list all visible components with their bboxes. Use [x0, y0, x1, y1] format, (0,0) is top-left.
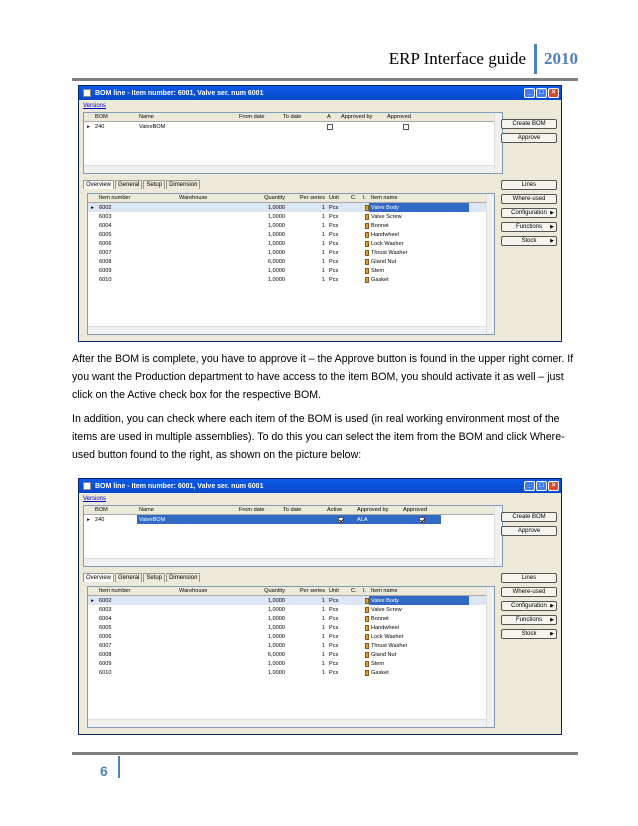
- unit-cell: Pcs: [329, 258, 339, 265]
- horizontal-scrollbar[interactable]: [88, 326, 486, 334]
- row-indicator: [88, 230, 97, 239]
- i-cell: [361, 212, 369, 221]
- versions-link[interactable]: Versions: [83, 103, 107, 109]
- i-cell: [361, 614, 369, 623]
- col-active: A: [327, 114, 331, 120]
- paragraph-where-used: In addition, you can check where each item of the BOM is used (in real working environment most of the items are used in multiple assemblies). To do this you can select the item from the BOM and click Where-used button found to the right, as shown on the picture below:: [72, 413, 565, 461]
- item-name-cell: Lock Washer: [371, 633, 404, 640]
- row-indicator: [88, 659, 97, 668]
- per-series-cell: 1: [321, 240, 325, 247]
- unit-cell: Pcs: [329, 615, 339, 622]
- per-series-cell: 1: [321, 597, 325, 604]
- unit-cell: Pcs: [329, 669, 339, 676]
- item-number-cell: 6008: [99, 651, 112, 658]
- i-cell: [361, 239, 369, 248]
- tab-setup[interactable]: Setup: [143, 573, 165, 582]
- unit-cell: Pcs: [329, 213, 339, 220]
- warehouse-cell: [177, 203, 237, 212]
- col-approved-by: Approved by: [357, 507, 389, 513]
- tab-setup[interactable]: Setup: [143, 180, 165, 189]
- warehouse-cell: [177, 623, 237, 632]
- warehouse-cell: [177, 650, 237, 659]
- item-name-cell: Handwheel: [371, 231, 399, 238]
- horizontal-scrollbar[interactable]: [84, 165, 494, 173]
- per-series-cell: 1: [321, 642, 325, 649]
- c-cell: [349, 239, 361, 248]
- top-action-buttons: [501, 512, 557, 540]
- quantity-cell: 1,0000: [267, 213, 285, 220]
- lines-col-header: Per series: [299, 195, 325, 201]
- i-cell: [361, 230, 369, 239]
- col-bom: BOM: [95, 114, 108, 120]
- item-number-cell: 6003: [99, 213, 112, 220]
- unit-cell: Pcs: [329, 276, 339, 283]
- per-series-cell: 1: [321, 213, 325, 220]
- warehouse-cell: [177, 239, 237, 248]
- warehouse-cell: [177, 212, 237, 221]
- arrow-right-icon: ▶: [550, 603, 554, 609]
- i-cell: [361, 641, 369, 650]
- quantity-cell: 1,0000: [267, 204, 285, 211]
- per-series-cell: 1: [321, 669, 325, 676]
- item-number-cell: 6010: [99, 276, 112, 283]
- approved-checkbox[interactable]: [419, 517, 425, 523]
- footer-rule: [72, 752, 578, 755]
- per-series-cell: 1: [321, 249, 325, 256]
- i-cell: [361, 632, 369, 641]
- line-action-buttons: [501, 573, 557, 643]
- col-from-date: From date: [239, 507, 265, 513]
- tab-overview[interactable]: Overview: [83, 180, 114, 189]
- warehouse-cell: [177, 659, 237, 668]
- item-number-cell: 6006: [99, 240, 112, 247]
- lines-grid-header: [88, 194, 494, 203]
- tab-general[interactable]: General: [115, 573, 142, 582]
- row-indicator: [88, 257, 97, 266]
- unit-cell: Pcs: [329, 624, 339, 631]
- bom-line-row[interactable]: [88, 614, 494, 623]
- warehouse-cell: [177, 275, 237, 284]
- lines-col-header: Item name: [371, 588, 398, 594]
- row-indicator: ▸: [87, 516, 90, 523]
- bom-line-row[interactable]: [88, 257, 494, 266]
- i-cell: [361, 248, 369, 257]
- row-indicator: ▸: [91, 597, 94, 604]
- tab-general[interactable]: General: [115, 180, 142, 189]
- line-action-buttons: [501, 180, 557, 250]
- item-name-cell: Valve Screw: [371, 213, 402, 220]
- horizontal-scrollbar[interactable]: [88, 719, 486, 727]
- create-bom-button[interactable]: Create BOM: [501, 512, 557, 522]
- create-bom-button[interactable]: Create BOM: [501, 119, 557, 129]
- horizontal-scrollbar[interactable]: [84, 558, 494, 566]
- col-to-date: To date: [283, 114, 302, 120]
- item-name-cell: Stem: [371, 267, 385, 274]
- quantity-cell: 1,0000: [267, 222, 285, 229]
- i-cell: [361, 221, 369, 230]
- per-series-cell: 1: [321, 222, 325, 229]
- row-indicator: [88, 266, 97, 275]
- bom-versions-grid: [83, 505, 503, 567]
- item-number-cell: 6005: [99, 231, 112, 238]
- c-cell: [349, 221, 361, 230]
- row-indicator: [88, 623, 97, 632]
- document-header: [389, 42, 578, 76]
- tab-dimension[interactable]: Dimension: [166, 573, 200, 582]
- unit-cell: Pcs: [329, 267, 339, 274]
- quantity-cell: 1,0000: [267, 660, 285, 667]
- c-cell: [349, 257, 361, 266]
- versions-link[interactable]: Versions: [83, 496, 107, 502]
- item-name-cell: Gasket: [371, 669, 389, 676]
- bom-line-row[interactable]: [88, 203, 494, 212]
- close-icon[interactable]: ×: [548, 481, 559, 491]
- i-cell: [361, 605, 369, 614]
- item-name-cell: Valve Body: [369, 596, 469, 605]
- quantity-cell: 1,0000: [267, 276, 285, 283]
- item-name-cell: Bonnet: [371, 222, 389, 229]
- item-number-cell: 6009: [99, 267, 112, 274]
- item-number-cell: 6007: [99, 249, 112, 256]
- unit-cell: Pcs: [329, 633, 339, 640]
- bom-line-row[interactable]: [88, 596, 494, 605]
- bom-line-row[interactable]: [88, 641, 494, 650]
- vertical-scrollbar[interactable]: [486, 587, 494, 727]
- row-indicator: [88, 641, 97, 650]
- item-number-cell: 6002: [99, 204, 112, 211]
- lines-button[interactable]: Lines: [501, 573, 557, 583]
- bom-line-row[interactable]: [88, 212, 494, 221]
- bom-lines-grid: [87, 193, 495, 335]
- unit-cell: Pcs: [329, 204, 339, 211]
- warehouse-cell: [177, 221, 237, 230]
- unit-cell: Pcs: [329, 222, 339, 229]
- warehouse-cell: [177, 632, 237, 641]
- arrow-right-icon: ▶: [550, 238, 554, 244]
- i-cell: [361, 668, 369, 677]
- quantity-cell: 6,0000: [267, 651, 285, 658]
- lines-col-header: Item number: [99, 588, 131, 594]
- c-cell: [349, 203, 361, 212]
- row-indicator: [88, 212, 97, 221]
- window-titlebar: [79, 479, 561, 493]
- c-cell: [349, 248, 361, 257]
- unit-cell: Pcs: [329, 660, 339, 667]
- item-name-cell: Lock Washer: [371, 240, 404, 247]
- per-series-cell: 1: [321, 633, 325, 640]
- unit-cell: Pcs: [329, 249, 339, 256]
- window-title: BOM line - Item number: 6001, Valve ser. num 6001: [95, 482, 264, 490]
- approve-button[interactable]: Approve: [501, 526, 557, 536]
- quantity-cell: 1,0000: [267, 633, 285, 640]
- tab-dimension[interactable]: Dimension: [166, 180, 200, 189]
- arrow-right-icon: ▶: [550, 631, 554, 637]
- i-cell: [361, 266, 369, 275]
- bom-line-row[interactable]: [88, 650, 494, 659]
- c-cell: [349, 623, 361, 632]
- close-icon[interactable]: ×: [548, 88, 559, 98]
- per-series-cell: 1: [321, 258, 325, 265]
- c-cell: [349, 668, 361, 677]
- grid-header: [84, 113, 502, 122]
- lines-col-header: C.: [351, 195, 357, 201]
- bom-line-row[interactable]: [88, 266, 494, 275]
- per-series-cell: 1: [321, 267, 325, 274]
- c-cell: [349, 614, 361, 623]
- col-approved-by: Approved by: [341, 114, 373, 120]
- stock-button[interactable]: Stock ▶: [501, 629, 557, 639]
- bom-line-row[interactable]: [88, 668, 494, 677]
- bom-lines-grid: [87, 586, 495, 728]
- quantity-cell: 6,0000: [267, 258, 285, 265]
- item-number-cell: 6005: [99, 624, 112, 631]
- item-number-cell: 6010: [99, 669, 112, 676]
- item-name-cell: Valve Screw: [371, 606, 402, 613]
- paragraph-approve: After the BOM is complete, you have to approve it – the Approve button is found in the upper right corner. If you want the Production department to have access to the item BOM, you should activate it as well – just click on the Active check box for the respective BOM.: [72, 353, 574, 401]
- per-series-cell: 1: [321, 276, 325, 283]
- page-number: 6: [100, 763, 108, 779]
- lines-col-header: I.: [363, 195, 367, 201]
- row-indicator: [88, 614, 97, 623]
- c-cell: [349, 230, 361, 239]
- bom-window-screenshot-1: [78, 85, 562, 342]
- arrow-right-icon: ▶: [550, 224, 554, 230]
- row-indicator: [88, 668, 97, 677]
- bom-line-row[interactable]: [88, 239, 494, 248]
- warehouse-cell: [177, 257, 237, 266]
- per-series-cell: 1: [321, 624, 325, 631]
- tab-strip: [83, 573, 201, 582]
- per-series-cell: 1: [321, 651, 325, 658]
- warehouse-cell: [177, 668, 237, 677]
- active-checkbox[interactable]: [338, 517, 344, 523]
- lines-col-header: Per series: [299, 588, 325, 594]
- unit-cell: Pcs: [329, 597, 339, 604]
- bom-line-row[interactable]: [88, 230, 494, 239]
- row-indicator: [88, 275, 97, 284]
- where-used-button[interactable]: Where-used: [501, 194, 557, 204]
- arrow-right-icon: ▶: [550, 617, 554, 623]
- bom-line-row[interactable]: [88, 275, 494, 284]
- row-indicator: [88, 239, 97, 248]
- c-cell: [349, 659, 361, 668]
- row-indicator: [88, 221, 97, 230]
- i-cell: [361, 650, 369, 659]
- quantity-cell: 1,0000: [267, 597, 285, 604]
- per-series-cell: 1: [321, 606, 325, 613]
- active-checkbox[interactable]: [327, 124, 333, 130]
- quantity-cell: 1,0000: [267, 606, 285, 613]
- header-rule: [72, 78, 578, 81]
- unit-cell: Pcs: [329, 231, 339, 238]
- bom-line-row[interactable]: [88, 632, 494, 641]
- window-title: BOM line - Item number: 6001, Valve ser. num 6001: [95, 89, 264, 97]
- where-used-button[interactable]: Where-used: [501, 587, 557, 597]
- lines-col-header: Warehouse: [179, 195, 208, 201]
- per-series-cell: 1: [321, 204, 325, 211]
- configuration-button[interactable]: Configuration ▶: [501, 208, 557, 218]
- bom-line-row[interactable]: [88, 623, 494, 632]
- c-cell: [349, 596, 361, 605]
- bom-line-row[interactable]: [88, 221, 494, 230]
- item-name-cell: Gland Nut: [371, 258, 397, 265]
- approved-checkbox[interactable]: [403, 124, 409, 130]
- lines-col-header: Item name: [371, 195, 398, 201]
- top-action-buttons: [501, 119, 557, 147]
- page-number-divider: [118, 756, 120, 778]
- warehouse-cell: [177, 266, 237, 275]
- minimize-icon[interactable]: _: [524, 481, 535, 491]
- grid-header: [84, 506, 502, 515]
- warehouse-cell: [177, 596, 237, 605]
- c-cell: [349, 275, 361, 284]
- quantity-cell: 1,0000: [267, 240, 285, 247]
- quantity-cell: 1,0000: [267, 249, 285, 256]
- quantity-cell: 1,0000: [267, 267, 285, 274]
- per-series-cell: 1: [321, 660, 325, 667]
- approve-button[interactable]: Approve: [501, 133, 557, 143]
- per-series-cell: 1: [321, 615, 325, 622]
- item-number-cell: 6009: [99, 660, 112, 667]
- header-divider: [534, 44, 537, 74]
- tab-strip: [83, 180, 201, 189]
- vertical-scrollbar[interactable]: [486, 194, 494, 334]
- row-indicator: ▸: [87, 123, 90, 130]
- c-cell: [349, 605, 361, 614]
- bom-line-row[interactable]: [88, 248, 494, 257]
- item-name-cell: Gland Nut: [371, 651, 397, 658]
- lines-col-header: Item number: [99, 195, 131, 201]
- item-number-cell: 6007: [99, 642, 112, 649]
- app-icon: [83, 482, 91, 490]
- unit-cell: Pcs: [329, 240, 339, 247]
- stock-button[interactable]: Stock ▶: [501, 236, 557, 246]
- bom-window-screenshot-2: [78, 478, 562, 735]
- functions-button[interactable]: Functions ▶: [501, 615, 557, 625]
- row-indicator: ▸: [91, 204, 94, 211]
- lines-col-header: C.: [351, 588, 357, 594]
- lines-col-header: I.: [363, 588, 367, 594]
- col-bom: BOM: [95, 507, 108, 513]
- c-cell: [349, 266, 361, 275]
- bom-line-row[interactable]: [88, 659, 494, 668]
- col-active: Active: [327, 507, 343, 513]
- functions-button[interactable]: Functions ▶: [501, 222, 557, 232]
- item-name-cell: Bonnet: [371, 615, 389, 622]
- lines-col-header: Unit: [329, 588, 339, 594]
- item-name-cell: Gasket: [371, 276, 389, 283]
- unit-cell: Pcs: [329, 642, 339, 649]
- lines-col-header: Warehouse: [179, 588, 208, 594]
- bom-row[interactable]: ▸ 240 ValveBOM ALA: [84, 515, 502, 524]
- maximize-icon[interactable]: □: [536, 481, 547, 491]
- item-number-cell: 6003: [99, 606, 112, 613]
- document-year: 2010: [544, 49, 578, 68]
- per-series-cell: 1: [321, 231, 325, 238]
- lines-col-header: Quantity: [264, 588, 285, 594]
- i-cell: [361, 275, 369, 284]
- warehouse-cell: [177, 605, 237, 614]
- col-from-date: From date: [239, 114, 265, 120]
- lines-col-header: Quantity: [264, 195, 285, 201]
- minimize-icon[interactable]: _: [524, 88, 535, 98]
- maximize-icon[interactable]: □: [536, 88, 547, 98]
- i-cell: [361, 203, 369, 212]
- warehouse-cell: [177, 614, 237, 623]
- lines-col-header: Unit: [329, 195, 339, 201]
- col-to-date: To date: [283, 507, 302, 513]
- c-cell: [349, 641, 361, 650]
- bom-row[interactable]: ▸ 240 ValveBOM: [84, 122, 502, 131]
- i-cell: [361, 659, 369, 668]
- item-number-cell: 6006: [99, 633, 112, 640]
- item-number-cell: 6004: [99, 615, 112, 622]
- col-approved: Approved: [387, 114, 411, 120]
- col-name: Name: [139, 114, 154, 120]
- warehouse-cell: [177, 248, 237, 257]
- quantity-cell: 1,0000: [267, 642, 285, 649]
- row-indicator: [88, 605, 97, 614]
- quantity-cell: 1,0000: [267, 669, 285, 676]
- item-number-cell: 6008: [99, 258, 112, 265]
- quantity-cell: 1,0000: [267, 624, 285, 631]
- bom-line-row[interactable]: [88, 605, 494, 614]
- app-icon: [83, 89, 91, 97]
- item-name-cell: Thrust Washer: [371, 642, 408, 649]
- configuration-button[interactable]: Configuration ▶: [501, 601, 557, 611]
- col-name: Name: [139, 507, 154, 513]
- tab-overview[interactable]: Overview: [83, 573, 114, 582]
- document-title: ERP Interface guide: [388, 49, 526, 68]
- window-titlebar: [79, 86, 561, 100]
- item-name-cell: Valve Body: [369, 203, 469, 212]
- unit-cell: Pcs: [329, 651, 339, 658]
- row-indicator: [88, 248, 97, 257]
- lines-button[interactable]: Lines: [501, 180, 557, 190]
- c-cell: [349, 650, 361, 659]
- arrow-right-icon: ▶: [550, 210, 554, 216]
- item-number-cell: 6004: [99, 222, 112, 229]
- warehouse-cell: [177, 230, 237, 239]
- unit-cell: Pcs: [329, 606, 339, 613]
- c-cell: [349, 212, 361, 221]
- bom-versions-grid: [83, 112, 503, 174]
- i-cell: [361, 257, 369, 266]
- item-name-cell: Thrust Washer: [371, 249, 408, 256]
- item-name-cell: Stem: [371, 660, 385, 667]
- col-approved: Approved: [403, 507, 427, 513]
- row-indicator: [88, 650, 97, 659]
- row-indicator: [88, 632, 97, 641]
- quantity-cell: 1,0000: [267, 615, 285, 622]
- lines-grid-header: [88, 587, 494, 596]
- i-cell: [361, 623, 369, 632]
- item-name-cell: Handwheel: [371, 624, 399, 631]
- item-number-cell: 6002: [99, 597, 112, 604]
- warehouse-cell: [177, 641, 237, 650]
- c-cell: [349, 632, 361, 641]
- quantity-cell: 1,0000: [267, 231, 285, 238]
- i-cell: [361, 596, 369, 605]
